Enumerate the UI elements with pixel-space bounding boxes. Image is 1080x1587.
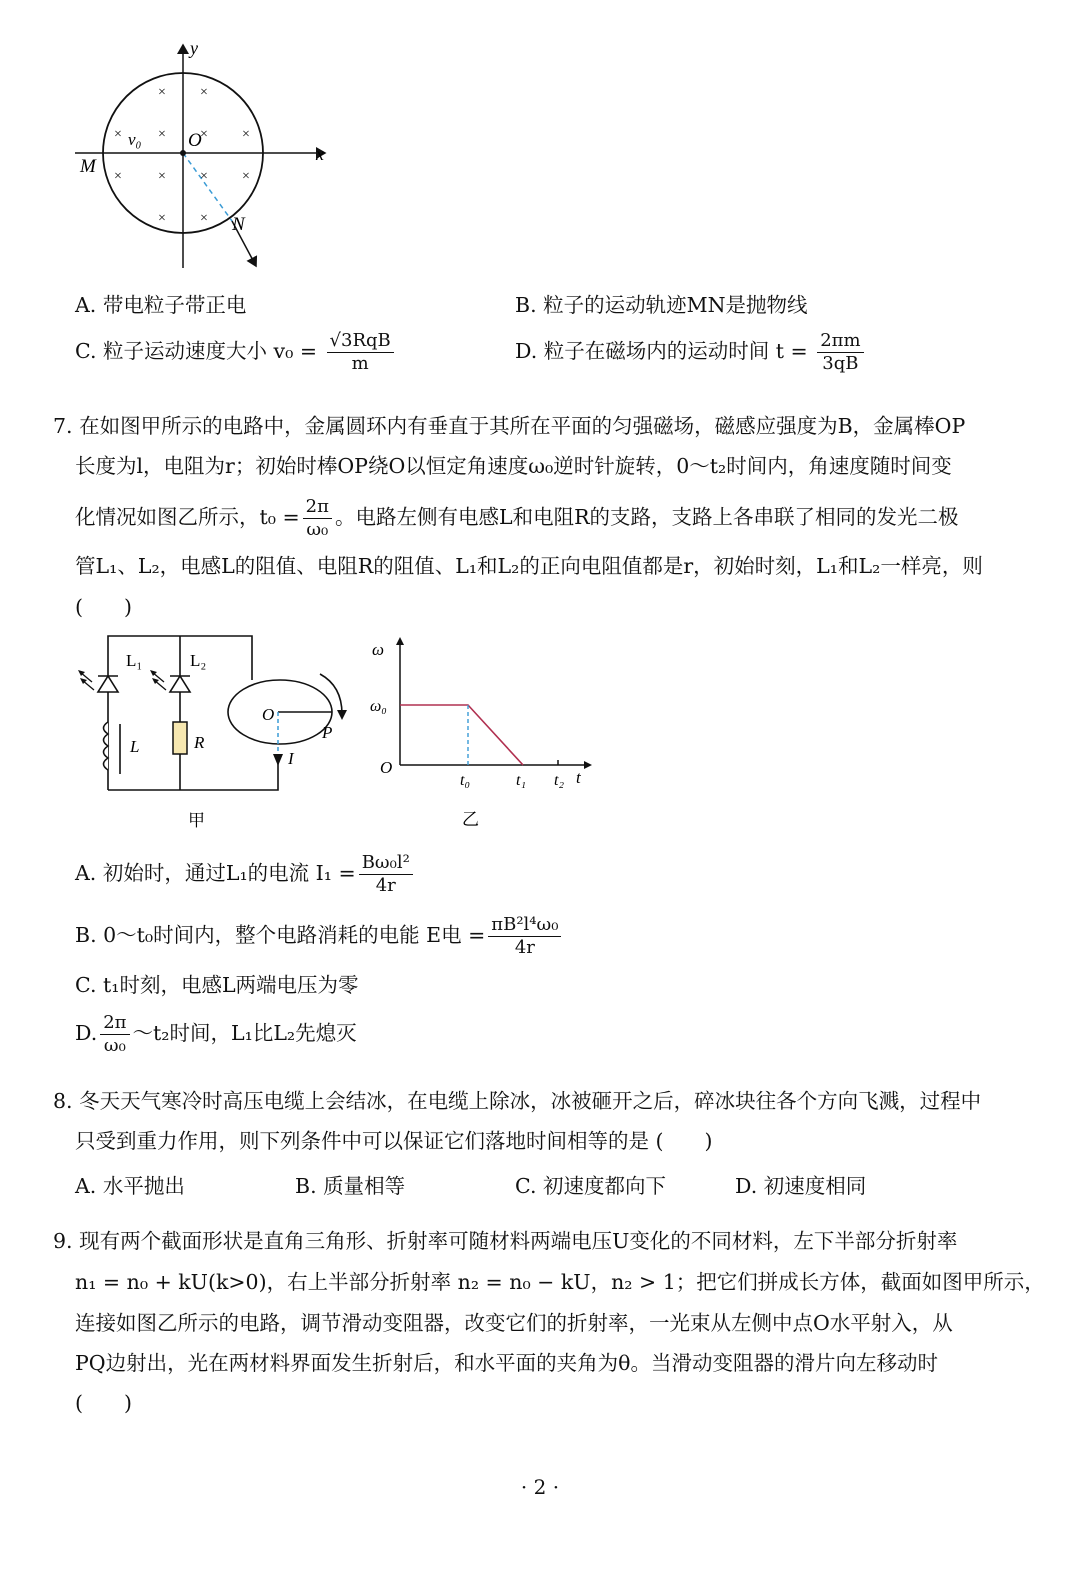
y-axis-label: y — [190, 40, 198, 58]
q8-option-c[interactable]: C. 初速度都向下 — [515, 1174, 666, 1198]
t2-tick-label: t₂ — [554, 772, 565, 789]
point-n-label: N — [232, 214, 245, 235]
q6-option-d-text: D. 粒子在磁场内的运动时间 t = — [515, 339, 808, 363]
q8-option-a[interactable]: A. 水平抛出 — [75, 1174, 185, 1198]
svg-text:×: × — [200, 211, 208, 226]
figure-omega-graph — [368, 635, 598, 830]
svg-text:×: × — [200, 169, 208, 184]
t-axis-label: t — [576, 768, 581, 787]
q6-option-c-fraction: $\frac{\text{√3RqB}}{m}$ — [327, 330, 394, 375]
q7-line-3: 化情况如图乙所示，t₀ = $\frac{2\pi}{\text{ω₀}}$ 。电路左侧有电感L和电阻R的支路，支路上各串联了相同的发光二极 — [75, 496, 959, 540]
q7-answer-blank: ( ) — [75, 595, 132, 619]
t0-tick-label: t₀ — [460, 772, 471, 789]
graph-origin-label: O — [380, 758, 393, 777]
q6-option-c[interactable] — [75, 330, 397, 375]
diode-l2-label: L₂ — [190, 651, 207, 670]
rod-end-label: P — [322, 723, 333, 742]
svg-text:×: × — [200, 127, 208, 142]
svg-text:×: × — [158, 127, 166, 142]
q7-option-c[interactable]: C. t₁时刻，电感L两端电压为零 — [75, 973, 359, 997]
svg-text:×: × — [200, 85, 208, 100]
q8-line-1: 8. 冬天天气寒冷时高压电缆上会结冰，在电缆上除冰，冰被砸开之后，碎冰块往各个方向飞溅，过程中 — [53, 1089, 982, 1113]
q7-option-b[interactable]: B. 0～t₀时间内，整个电路消耗的电能 E电 = $\frac{\text{πB²l⁴ω₀}}{4r}$ — [75, 914, 564, 959]
origin-label: O — [188, 130, 202, 151]
q6-option-a[interactable]: A. 带电粒子带正电 — [75, 293, 247, 317]
q9-line-3: 连接如图乙所示的电路，调节滑动变阻器，改变它们的折射率，一光束从左侧中点O水平射入，从 — [75, 1311, 953, 1335]
q8-option-b[interactable]: B. 质量相等 — [295, 1174, 406, 1198]
q7-line-4: 管L₁、L₂，电感L的阻值、电阻R的阻值、L₁和L₂的正向电阻值都是r，初始时刻，L₁和L₂一样亮，则 — [75, 554, 983, 578]
q7-option-a[interactable]: A. 初始时，通过L₁的电流 I₁ = $\frac{\text{Bω₀l²}}{4r}$ — [75, 852, 416, 897]
q8-line-2: 只受到重力作用，则下列条件中可以保证它们落地时间相等的是 ( ) — [75, 1129, 713, 1153]
q8-option-d[interactable]: D. 初速度相同 — [735, 1174, 867, 1198]
page-number: · 2 · — [520, 1475, 560, 1499]
point-m-label: M — [80, 156, 96, 177]
q9-line-4: PQ边射出，光在两材料界面发生折射后，和水平面的夹角为θ。当滑动变阻器的滑片向左移动时 — [75, 1351, 938, 1375]
q6-option-d[interactable] — [515, 330, 867, 375]
omega0-tick-label: ω₀ — [370, 698, 387, 715]
velocity-label: v₀ — [128, 130, 142, 149]
q9-answer-blank: ( ) — [75, 1391, 132, 1415]
svg-text:×: × — [242, 127, 250, 142]
svg-text:×: × — [114, 127, 122, 142]
q6-option-d-fraction: $\frac{2\pi m}{3qB}$ — [817, 330, 863, 375]
figure-magnetic-field — [70, 40, 350, 275]
figure-graph-caption: 乙 — [462, 810, 479, 829]
q6-option-c-text: C. 粒子运动速度大小 v₀ = — [75, 339, 317, 363]
svg-text:×: × — [158, 211, 166, 226]
svg-text:×: × — [242, 169, 250, 184]
svg-text:×: × — [158, 85, 166, 100]
diode-l1-label: L₁ — [126, 651, 143, 670]
t1-tick-label: t₁ — [516, 772, 527, 789]
q9-line-1: 9. 现有两个截面形状是直角三角形、折射率可随材料两端电压U变化的不同材料，左下半部分折射率 — [53, 1229, 958, 1253]
svg-text:×: × — [158, 169, 166, 184]
resistor-label: R — [194, 733, 205, 752]
q6-option-b[interactable]: B. 粒子的运动轨迹MN是抛物线 — [515, 293, 808, 317]
inductor-label: L — [130, 737, 140, 756]
x-axis-label: x — [316, 144, 324, 164]
figure-circuit-caption: 甲 — [188, 811, 205, 830]
omega-axis-label: ω — [372, 640, 385, 659]
q7-option-d[interactable]: D. $\frac{2\pi}{\text{ω₀}}$ ～t₂时间，L₁比L₂先熄灭 — [75, 1012, 357, 1056]
q9-line-2: n₁ = n₀ + kU(k>0)，右上半部分折射率 n₂ = n₀ − kU，n₂ > 1；把它们拼成长方体，截面如图甲所示， — [75, 1270, 1045, 1294]
current-label: I — [288, 749, 294, 768]
svg-text:×: × — [114, 169, 122, 184]
figure-circuit — [70, 630, 360, 830]
q7-line-2: 长度为l，电阻为r；初始时棒OP绕O以恒定角速度ω₀逆时针旋转，0～t₂时间内，角速度随时间变 — [75, 454, 952, 478]
rod-origin-label: O — [262, 705, 275, 724]
q7-line-1: 7. 在如图甲所示的电路中，金属圆环内有垂直于其所在平面的匀强磁场，磁感应强度为B，金属棒OP — [53, 414, 966, 438]
